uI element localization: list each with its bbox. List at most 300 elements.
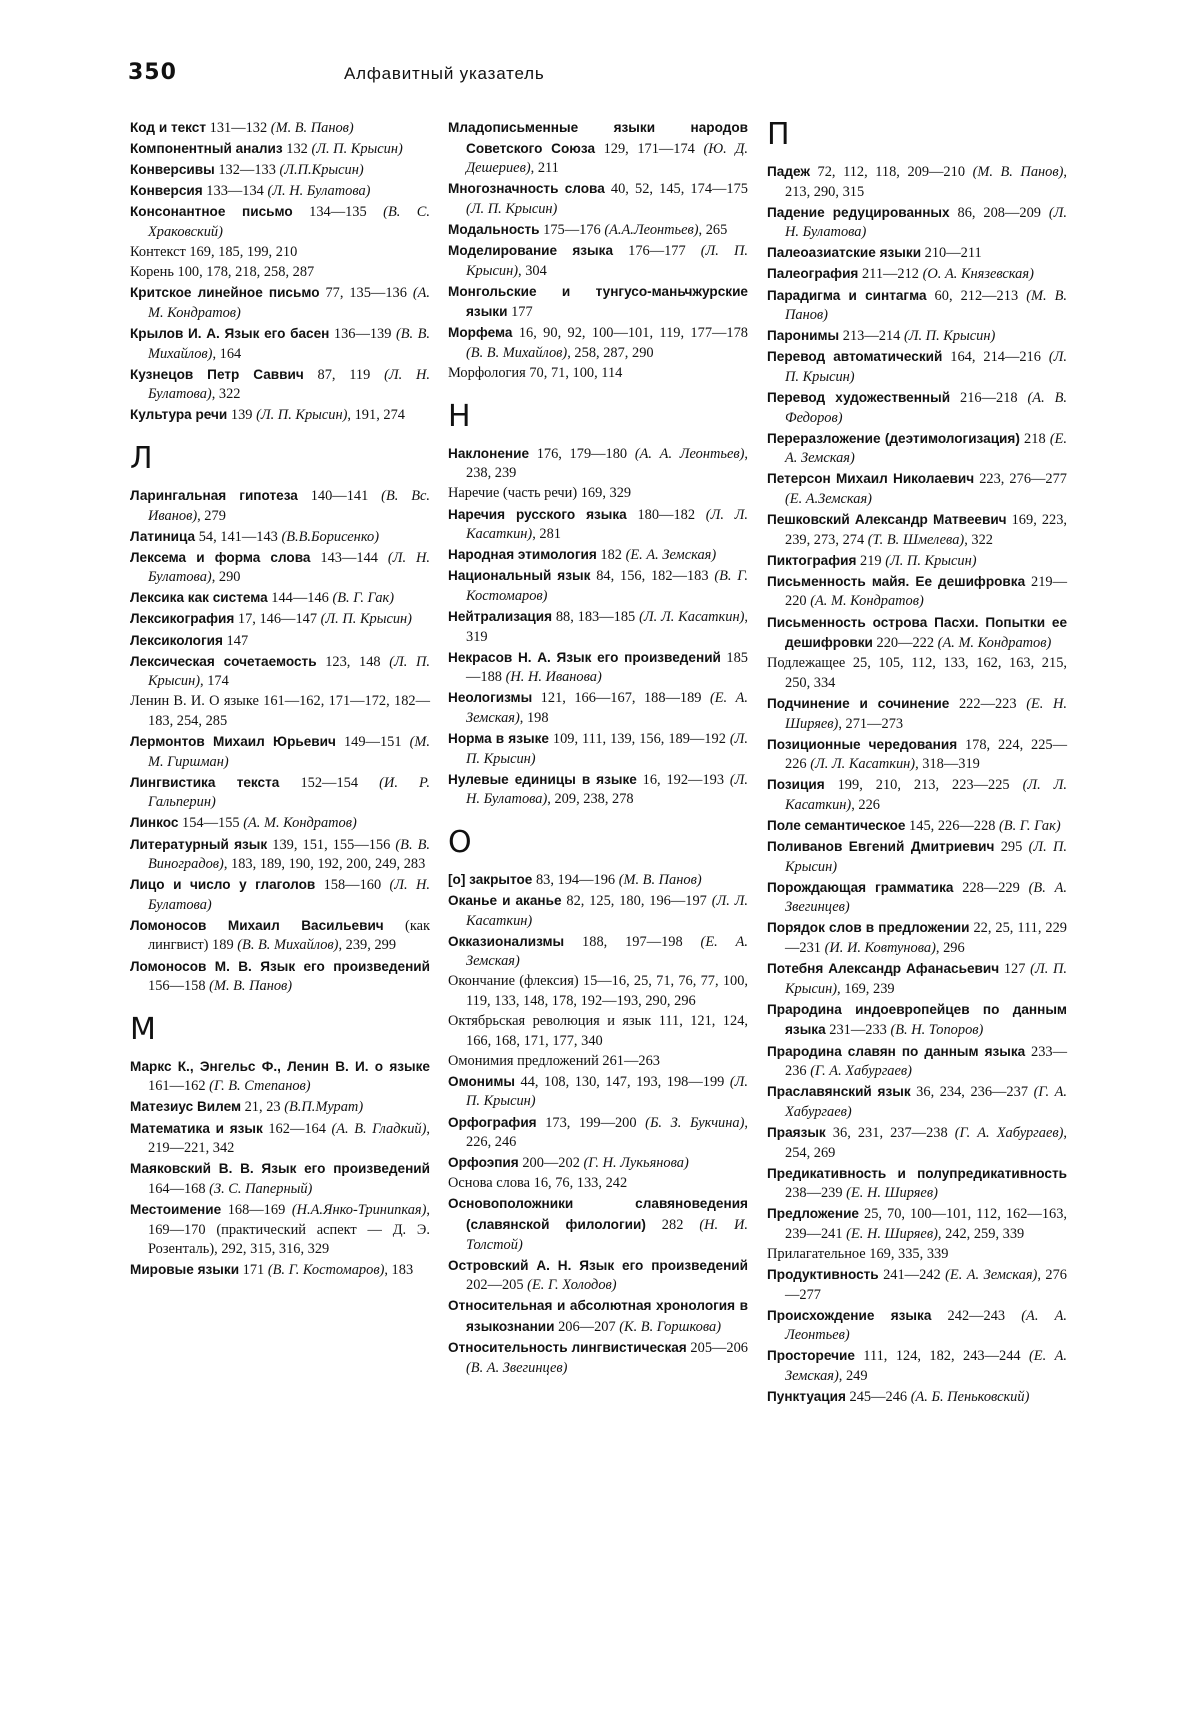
entry-pages: 199, 210, 213, 223—225 xyxy=(824,777,1023,794)
entry-author: (Л. П. Крысин) xyxy=(466,200,558,217)
index-entry xyxy=(767,572,1067,612)
index-entry xyxy=(448,1296,748,1337)
index-entry xyxy=(448,1174,748,1194)
index-entry xyxy=(767,1346,1067,1386)
entry-term: Поле семантическое xyxy=(767,818,906,833)
entry-term: Модальность xyxy=(448,221,540,237)
entry-extra: , 276—277 xyxy=(785,1267,1067,1303)
index-entry xyxy=(448,1072,748,1112)
entry-pages: 132 xyxy=(282,141,312,158)
entry-term: Ломоносов М. В. Язык его произведений xyxy=(130,958,430,974)
index-entry xyxy=(448,323,748,363)
entry-term: Окказионализмы xyxy=(448,933,565,949)
entry-term: Мировые языки xyxy=(130,1262,240,1278)
entry-term: Наречия русского языка xyxy=(448,506,627,522)
entry-author: (М. В. Панов) xyxy=(209,978,293,995)
entry-author: (А. В. Федоров) xyxy=(785,390,1067,426)
entry-extra: , 226 xyxy=(851,796,880,813)
entry-term: Пешковский Александр Матвеевич xyxy=(767,512,1007,528)
entry-pages: 164, 214—216 xyxy=(942,349,1049,366)
entry-author: (В. Н. Топоров) xyxy=(890,1022,984,1039)
entry-author: (Л. Н. Булатова) xyxy=(466,771,749,808)
index-entry xyxy=(130,631,430,652)
entry-author: (В. А. Звегинцев) xyxy=(466,1359,568,1376)
entry-term: Математика и язык xyxy=(130,1120,263,1136)
entry-pages: 140—141 xyxy=(297,487,382,504)
entry-pages: 185—188 xyxy=(466,649,749,686)
entry-extra: , 279 xyxy=(197,507,226,524)
index-entry xyxy=(767,243,1067,264)
entry-term: Праславянский язык xyxy=(767,1084,911,1100)
index-entry xyxy=(767,654,1067,693)
index-entry xyxy=(130,1097,430,1118)
entry-author: (Т. В. Шмелева) xyxy=(867,531,965,548)
entry-author: (В. В. Виноградов) xyxy=(148,836,431,873)
index-entry xyxy=(448,1153,748,1174)
index-entry xyxy=(767,878,1067,918)
entry-author: (В. Г. Костомаров) xyxy=(466,568,749,604)
entry-term: Младописьменные языки народов Советского Союза xyxy=(448,120,748,156)
index-entry xyxy=(130,1260,430,1281)
entry-author: (Е. Н. Ширяев) xyxy=(846,1185,938,1202)
index-entry xyxy=(448,566,748,606)
index-entry xyxy=(130,875,430,915)
entry-pages: 149—151 xyxy=(335,734,410,751)
entry-pages: Наречие (часть речи) 169, 329 xyxy=(448,485,632,502)
entry-pages: 131—132 xyxy=(206,120,271,136)
entry-extra: , 265 xyxy=(698,221,728,238)
index-entry xyxy=(130,365,430,405)
entry-pages: 54, 141—143 xyxy=(195,528,282,545)
entry-pages: 84, 156, 182—183 xyxy=(590,568,715,585)
entry-term: Литературный язык xyxy=(130,836,268,852)
entry-pages: 129, 171—174 xyxy=(595,140,704,157)
entry-term: Палеография xyxy=(767,266,859,282)
entry-term: Маяковский В. В. Язык его произведений xyxy=(130,1161,430,1177)
entry-author: (Л. Л. Касаткин) xyxy=(466,893,749,929)
entry-pages: Корень 100, 178, 218, 258, 287 xyxy=(130,264,315,281)
entry-author: (Г. А. Хабургаев) xyxy=(810,1063,912,1080)
index-entry xyxy=(130,609,430,630)
entry-author: (В. Вс. Иванов) xyxy=(148,487,430,524)
index-entry xyxy=(130,283,430,323)
entry-term: Монгольские и тунгусо-маньчжурские языки xyxy=(448,283,748,320)
entry-pages: 233—236 xyxy=(785,1043,1068,1080)
index-entry xyxy=(448,1052,748,1072)
entry-term: Наклонение xyxy=(448,445,530,461)
entry-pages: 133—134 xyxy=(202,183,268,200)
section-letter: Н xyxy=(448,398,471,434)
entry-author: (З. С. Паперный) xyxy=(209,1180,313,1197)
entry-pages: 211—212 xyxy=(858,266,923,283)
index-entry xyxy=(130,548,430,588)
index-entry xyxy=(130,652,430,692)
index-entry xyxy=(130,773,430,813)
entry-extra: , 164 xyxy=(212,345,242,362)
index-entry xyxy=(767,735,1067,775)
index-entry xyxy=(130,243,430,263)
index-entry xyxy=(130,527,430,548)
entry-term: Просторечие xyxy=(767,1348,855,1364)
entry-pages: 242—243 xyxy=(931,1307,1022,1324)
entry-term: Местоимение xyxy=(130,1201,222,1217)
entry-author: (В. В. Михайлов) xyxy=(148,325,430,362)
entry-term: Матезиус Вилем xyxy=(130,1099,242,1115)
entry-author: (Л. Н. Булатова) xyxy=(148,877,430,913)
entry-term: Подчинение и сочинение xyxy=(767,695,950,711)
entry-pages: 147 xyxy=(222,632,249,649)
entry-pages: 16, 192—193 xyxy=(636,771,730,788)
index-entry xyxy=(767,1245,1067,1265)
entry-term: Лексема и форма слова xyxy=(130,549,311,565)
index-entry xyxy=(767,816,1067,837)
entry-extra: , 271—273 xyxy=(838,715,904,732)
entry-author: (М. М. Гиршман) xyxy=(148,734,430,770)
index-column-1 xyxy=(130,118,430,1281)
entry-author: (А. М. Кондратов) xyxy=(243,815,357,832)
entry-pages: 17, 146—147 xyxy=(234,611,321,628)
entry-pages: 158—160 xyxy=(315,877,390,894)
index-entry xyxy=(767,1000,1067,1041)
page-header xyxy=(128,60,1140,100)
entry-author: (В. Г. Гак) xyxy=(332,590,395,607)
entry-pages: 134—135 xyxy=(292,204,384,221)
entry-pages: 82, 125, 180, 196—197 xyxy=(561,893,712,909)
index-entry xyxy=(767,429,1067,469)
entry-term: Относительность лингвистическая xyxy=(448,1340,687,1356)
entry-pages: 77, 135—136 xyxy=(319,285,413,302)
entry-pages: 173, 199—200 xyxy=(536,1114,646,1131)
entry-pages: 152—154 xyxy=(279,774,380,791)
entry-pages: 176—177 xyxy=(613,243,701,260)
entry-pages: 169, 223, 239, 273, 274 xyxy=(785,512,1067,548)
entry-term: Палеоазиатские языки xyxy=(767,245,922,261)
index-entry xyxy=(767,264,1067,285)
index-entry xyxy=(130,835,430,875)
index-entry xyxy=(448,729,748,769)
index-entry xyxy=(767,1265,1067,1305)
index-entry xyxy=(130,916,430,956)
entry-extra: , 239, 299 xyxy=(338,937,397,954)
entry-extra: , 322 xyxy=(964,531,993,548)
index-entry xyxy=(767,694,1067,734)
entry-author: (Л. Н. Булатова) xyxy=(785,204,1068,241)
entry-term: Прародина славян по данным языка xyxy=(767,1043,1026,1059)
page-number: 350 xyxy=(128,60,177,85)
entry-term: Консонантное письмо xyxy=(130,204,293,220)
entry-pages: 44, 108, 130, 147, 193, 198—199 xyxy=(515,1073,730,1090)
section-letter: О xyxy=(448,824,472,860)
entry-pages: Контекст 169, 185, 199, 210 xyxy=(130,244,298,261)
entry-pages: 219—220 xyxy=(785,573,1067,610)
entry-term: Падение редуцированных xyxy=(767,204,950,220)
entry-term: Линкос xyxy=(130,815,179,831)
entry-pages: 200—202 xyxy=(518,1155,584,1172)
entry-extra: , 296 xyxy=(935,940,965,957)
entry-term: Нулевые единицы в языке xyxy=(448,771,637,787)
entry-author: (Е. Н. Ширяев) xyxy=(785,695,1067,732)
entry-pages: 164—168 xyxy=(148,1180,210,1197)
entry-term: Парадигма и синтагма xyxy=(767,287,927,303)
entry-author: (Е. А. Земская) xyxy=(785,430,1067,467)
index-entry xyxy=(767,1164,1067,1204)
entry-term: Перевод художественный xyxy=(767,390,951,406)
entry-pages: 295 xyxy=(994,839,1029,856)
entry-pages: 182 xyxy=(596,547,626,564)
entry-extra: , 226, 246 xyxy=(466,1114,748,1151)
entry-term: [о] закрытое xyxy=(448,871,533,887)
entry-author: (Л. Л. Касаткин) xyxy=(466,506,748,543)
index-entry xyxy=(448,972,748,1011)
entry-term: Морфема xyxy=(448,325,513,341)
entry-author: (А. А. Леонтьев) xyxy=(634,445,745,462)
entry-term: Прародина индоевропейцев по данным языка xyxy=(767,1001,1067,1038)
entry-term: Письменность острова Пасхи. Попытки ее дешифровки xyxy=(767,614,1067,651)
entry-term: Лицо и число у глаголов xyxy=(130,877,316,893)
entry-author: (Л. П. Крысин) xyxy=(785,349,1068,385)
entry-term: Относительная и абсолютная хронология в языкознании xyxy=(448,1298,748,1334)
entry-pages: 168—169 xyxy=(221,1201,292,1218)
entry-pages: 16, 90, 92, 100—101, 119, 177—178 xyxy=(512,325,748,342)
section-letter: П xyxy=(767,117,790,152)
entry-extra: , 249 xyxy=(838,1368,868,1385)
entry-term: Потебня Александр Афанасьевич xyxy=(767,961,1000,977)
entry-author: (Л. П. Крысин) xyxy=(148,653,430,690)
index-entry xyxy=(767,326,1067,347)
index-entry xyxy=(130,405,430,426)
entry-extra: , 183 xyxy=(384,1262,414,1279)
index-entry xyxy=(130,486,430,526)
index-entry xyxy=(130,813,430,834)
entry-pages: 145, 226—228 xyxy=(905,818,999,834)
index-entry xyxy=(448,118,748,179)
entry-author: (В.П.Мурат) xyxy=(284,1099,364,1116)
entry-pages: 206—207 xyxy=(554,1318,620,1335)
index-entry xyxy=(448,444,748,484)
entry-author: (М. В. Панов) xyxy=(618,871,702,888)
entry-author: (В.В.Борисенко) xyxy=(281,528,379,545)
entry-author: (А. В. Гладкий) xyxy=(331,1120,427,1137)
entry-author: (Г. А. Хабургаев) xyxy=(954,1124,1064,1141)
entry-author: (Л. П. Крысин) xyxy=(466,731,748,767)
entry-term: Национальный язык xyxy=(448,568,591,584)
index-entry xyxy=(448,1194,748,1255)
index-entry xyxy=(767,918,1067,958)
entry-author: (А. А. Леонтьев) xyxy=(785,1307,1067,1344)
index-entry xyxy=(767,286,1067,326)
entry-term: Перевод автоматический xyxy=(767,349,943,365)
index-entry xyxy=(767,959,1067,999)
entry-term: Островский А. Н. Язык его произведений xyxy=(448,1257,748,1273)
index-entry xyxy=(767,613,1067,654)
entry-author: (И. Р. Гальперин) xyxy=(148,774,430,811)
entry-pages: 88, 183—185 xyxy=(552,608,640,625)
entry-author: (М. В. Панов) xyxy=(785,287,1067,324)
entry-pages: 25, 70, 100—101, 112, 162—163, 239—241 xyxy=(785,1206,1067,1242)
entry-pages: Основа слова 16, 76, 133, 242 xyxy=(448,1175,628,1192)
entry-pages: Окончание (флексия) 15—16, 25, 71, 76, 77, 100, 119, 133, 148, 178, 192—193, 290, 296 xyxy=(448,973,748,1009)
entry-extra: , 254, 269 xyxy=(785,1124,1067,1161)
entry-pages: 40, 52, 145, 174—175 xyxy=(604,181,748,198)
entry-term: Пиктография xyxy=(767,552,857,568)
entry-pages: 123, 148 xyxy=(316,653,390,670)
entry-pages: 154—155 xyxy=(178,815,244,832)
entry-term: Ларингальная гипотеза xyxy=(130,487,298,503)
index-entry xyxy=(448,364,748,384)
index-entry xyxy=(448,648,748,688)
entry-author: (Г. А. Хабургаев) xyxy=(785,1084,1067,1120)
entry-author: (Е. А. Земская) xyxy=(785,1348,1067,1385)
entry-extra: , 169—170 (практический аспект — Д. Э. Розенталь), 292, 315, 316, 329 xyxy=(148,1201,430,1258)
index-entry xyxy=(448,607,748,647)
index-entry xyxy=(448,179,748,219)
entry-term: Основоположники славяноведения (славянской филологии) xyxy=(448,1196,748,1232)
index-entry xyxy=(767,1204,1067,1244)
entry-author: (В. С. Храковский) xyxy=(148,204,430,240)
entry-term: Народная этимология xyxy=(448,547,597,563)
entry-extra: , 183, 189, 190, 192, 200, 249, 283 xyxy=(223,856,426,873)
entry-author: (Л. Л. Касаткин) xyxy=(639,608,745,625)
entry-term: Маркс К., Энгельс Ф., Ленин В. И. о языке xyxy=(130,1058,430,1074)
entry-pages: 171 xyxy=(239,1262,268,1279)
entry-term: Культура речи xyxy=(130,407,228,423)
entry-term: Позиция xyxy=(767,777,825,793)
entry-pages: 136—139 xyxy=(329,325,396,342)
entry-pages: 218 xyxy=(1019,430,1050,447)
section-letter: Л xyxy=(130,440,153,476)
entry-pages: 22, 25, 111, 229—231 xyxy=(785,920,1067,957)
entry-pages: 188, 197—198 xyxy=(564,933,701,950)
entry-author: (В. В. Михайлов) xyxy=(466,345,568,362)
index-entry xyxy=(767,551,1067,572)
entry-term: Орфография xyxy=(448,1114,537,1130)
index-entry xyxy=(130,181,430,202)
entry-author: (Л. П. Крысин) xyxy=(320,611,412,628)
entry-term: Предикативность и полупредикативность xyxy=(767,1165,1067,1181)
index-entry xyxy=(448,1338,748,1378)
index-entry xyxy=(767,775,1067,815)
entry-term: Лингвистика текста xyxy=(130,774,280,790)
index-entry xyxy=(767,162,1067,202)
entry-pages: 245—246 xyxy=(845,1389,911,1406)
entry-term: Неологизмы xyxy=(448,690,533,706)
entry-pages: 228—229 xyxy=(953,879,1029,896)
entry-author: (В. В. Михайлов) xyxy=(237,937,339,954)
index-entry xyxy=(767,1042,1067,1082)
index-entry xyxy=(767,203,1067,243)
index-entry xyxy=(130,160,430,181)
entry-author: (Е. А. Земская) xyxy=(466,690,748,726)
entry-term: Происхождение языка xyxy=(767,1307,932,1323)
entry-term: Омонимы xyxy=(448,1073,515,1089)
index-entry xyxy=(448,282,748,323)
entry-pages: 180—182 xyxy=(626,506,706,523)
entry-term: Конверсивы xyxy=(130,162,215,178)
entry-author: (Л. Н. Булатова) xyxy=(148,366,430,403)
index-entry xyxy=(448,220,748,241)
entry-term: Праязык xyxy=(767,1124,826,1140)
index-entry xyxy=(448,545,748,566)
entry-author: (В. А. Звегинцев) xyxy=(785,879,1067,916)
entry-pages: 139, 151, 155—156 xyxy=(267,836,396,853)
entry-author: (А.А.Леонтьев) xyxy=(604,221,699,238)
entry-author: (А. М. Кондратов) xyxy=(937,635,1052,652)
entry-author: (Е. А.Земская) xyxy=(785,491,872,507)
entry-pages: Морфология 70, 71, 100, 114 xyxy=(448,365,623,382)
entry-pages: 223, 276—277 xyxy=(974,471,1067,488)
entry-author: (Г. В. Степанов) xyxy=(209,1078,311,1095)
entry-extra: , 211 xyxy=(530,160,559,177)
running-title: Алфавитный указатель xyxy=(344,64,545,83)
entry-pages: (как лингвист) 189 xyxy=(148,917,430,954)
entry-pages: 202—205 xyxy=(466,1277,528,1294)
index-entry xyxy=(130,324,430,364)
index-entry xyxy=(130,118,430,139)
index-entry xyxy=(767,510,1067,550)
entry-term: Предложение xyxy=(767,1206,859,1222)
entry-extra: , 213, 290, 315 xyxy=(785,164,1068,200)
entry-pages: Подлежащее 25, 105, 112, 133, 162, 163, 215, 250, 334 xyxy=(767,655,1067,691)
entry-term: Лексикология xyxy=(130,632,223,648)
index-entry xyxy=(130,732,430,772)
entry-term: Код и текст xyxy=(130,120,207,135)
entry-pages: 156—158 xyxy=(148,978,210,995)
entry-pages: 36, 234, 236—237 xyxy=(910,1084,1034,1101)
entry-extra: , 238, 239 xyxy=(466,445,748,482)
entry-pages: 213—214 xyxy=(839,328,904,345)
entry-pages: 177 xyxy=(507,304,533,321)
entry-author: (М. В. Панов) xyxy=(270,120,354,136)
entry-author: (И. И. Ковтунова) xyxy=(824,940,936,957)
entry-pages: 60, 212—213 xyxy=(926,287,1027,304)
entry-term: Лексикография xyxy=(130,611,235,627)
entry-author: (А. М. Кондратов) xyxy=(810,593,924,610)
section-letter: М xyxy=(130,1011,156,1047)
entry-extra: , 209, 238, 278 xyxy=(547,791,634,808)
entry-term: Продуктивность xyxy=(767,1267,879,1283)
entry-extra: , 318—319 xyxy=(915,756,980,773)
index-entry xyxy=(448,891,748,931)
index-entry xyxy=(130,957,430,997)
entry-extra: , 290 xyxy=(211,569,241,586)
entry-author: (Л. П. Крысин) xyxy=(466,1073,748,1110)
entry-term: Порождающая грамматика xyxy=(767,879,954,895)
entry-author: (Н.А.Янко-Тринипкая) xyxy=(291,1201,427,1218)
entry-pages: 83, 194—196 xyxy=(532,871,619,888)
entry-term: Оканье и аканье xyxy=(448,893,562,908)
entry-author: (А. М. Кондратов) xyxy=(148,285,430,321)
index-entry xyxy=(130,1057,430,1097)
entry-author: (Л. П. Крысин) xyxy=(785,961,1067,997)
entry-pages: Ленин В. И. О языке 161—162, 171—172, 182—183, 254, 285 xyxy=(130,693,430,729)
entry-extra: , 174 xyxy=(200,673,229,690)
entry-author: (Л. П. Крысин) xyxy=(466,243,748,279)
entry-extra: , 319 xyxy=(466,608,749,645)
entry-term: Падеж xyxy=(767,164,810,179)
index-column-2 xyxy=(448,118,748,1379)
index-entry xyxy=(767,837,1067,877)
entry-author: (В. Г. Гак) xyxy=(999,818,1061,834)
entry-author: (К. В. Горшкова) xyxy=(619,1318,722,1335)
entry-author: (Е. А. Земская) xyxy=(466,933,748,970)
entry-pages: 241—242 xyxy=(878,1267,946,1284)
index-column-3 xyxy=(767,118,1067,1408)
entry-pages: Октябрьская революция и язык 111, 121, 124, 166, 168, 171, 177, 340 xyxy=(448,1013,748,1049)
entry-pages: 109, 111, 139, 156, 189—192 xyxy=(548,731,730,748)
index-entry xyxy=(448,1256,748,1296)
entry-extra: , 219—221, 342 xyxy=(148,1120,430,1157)
entry-term: Поливанов Евгений Дмитриевич xyxy=(767,839,995,855)
